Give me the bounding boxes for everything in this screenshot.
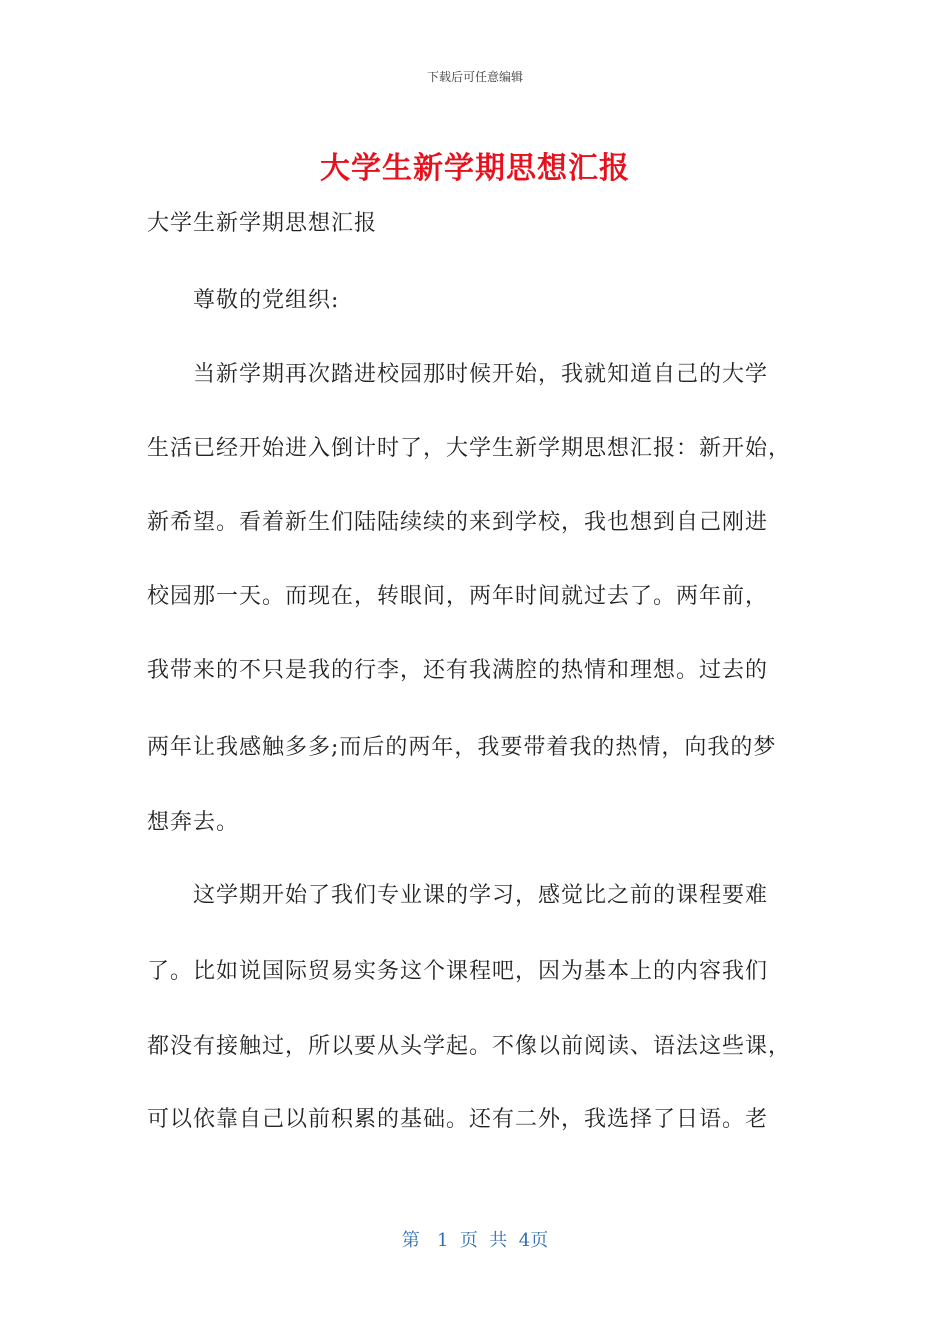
body-line: 了。比如说国际贸易实务这个课程吧，因为基本上的内容我们 <box>147 959 769 984</box>
body-line-heading: 大学生新学期思想汇报 <box>147 211 378 236</box>
body-line: 我带来的不只是我的行李，还有我满腔的热情和理想。过去的 <box>147 658 769 683</box>
body-line: 可以依靠自己以前积累的基础。还有二外，我选择了日语。老 <box>147 1107 769 1132</box>
body-line: 校园那一天。而现在，转眼间，两年时间就过去了。两年前， <box>147 584 769 609</box>
header-note: 下载后可任意编辑 <box>426 70 523 84</box>
body-line: 两年让我感触多多;而后的两年，我要带着我的热情，向我的梦 <box>147 735 777 760</box>
body-line: 想奔去。 <box>147 810 240 835</box>
body-line: 新希望。看着新生们陆陆续续的来到学校，我也想到自己刚进 <box>147 510 769 535</box>
body-line: 生活已经开始进入倒计时了，大学生新学期思想汇报：新开始， <box>147 436 792 461</box>
page-footer: 第 1 页 共 4页 <box>401 1230 549 1251</box>
document-title: 大学生新学期思想汇报 <box>320 151 630 186</box>
body-line: 当新学期再次踏进校园那时候开始，我就知道自己的大学 <box>193 362 769 387</box>
body-line: 都没有接触过，所以要从头学起。不像以前阅读、语法这些课， <box>147 1034 792 1059</box>
body-line-salutation: 尊敬的党组织: <box>193 288 340 313</box>
body-line: 这学期开始了我们专业课的学习，感觉比之前的课程要难 <box>193 883 769 908</box>
